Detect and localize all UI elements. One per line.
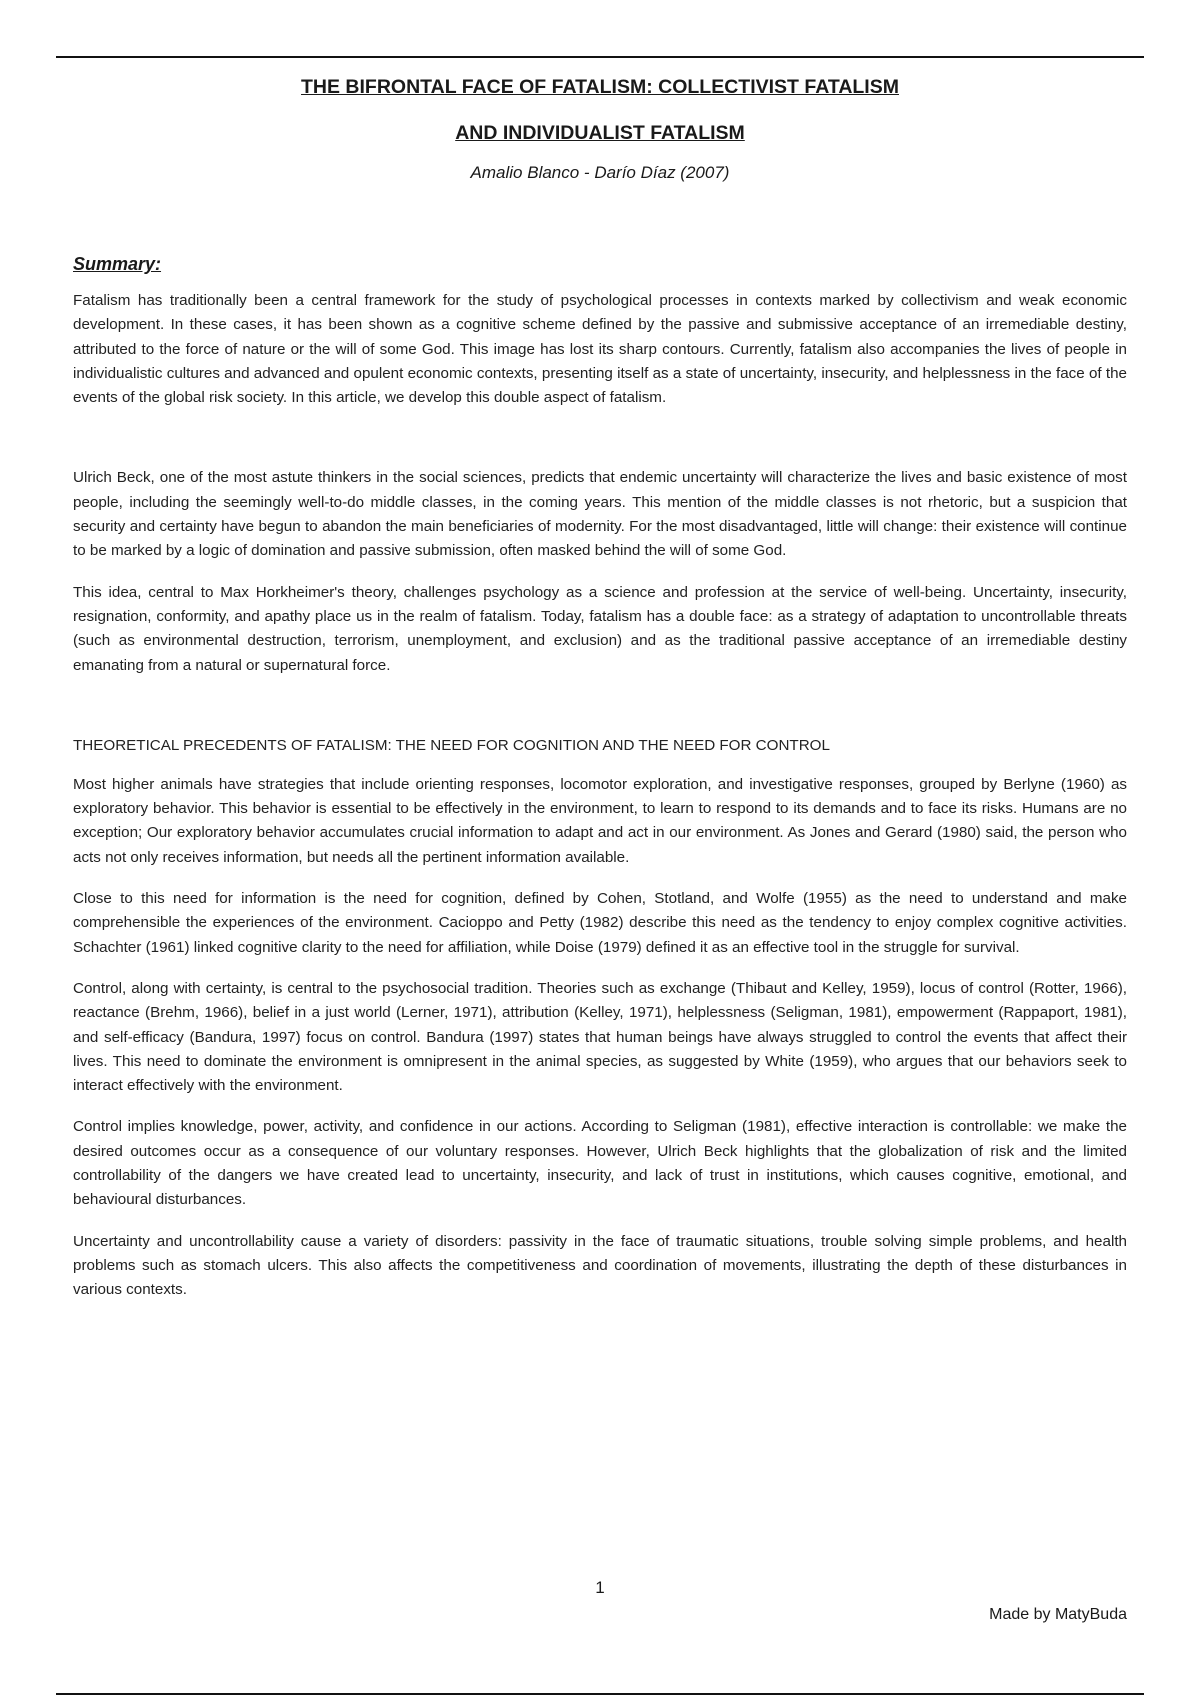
document-title-line2: AND INDIVIDUALIST FATALISM: [455, 122, 745, 144]
document-authors: Amalio Blanco - Darío Díaz (2007): [470, 163, 730, 182]
document-title-line1: THE BIFRONTAL FACE OF FATALISM: COLLECTIVIST FATALISM: [301, 76, 899, 98]
body-paragraph: Uncertainty and uncontrollability cause a variety of disorders: passivity in the face of traumatic situations, trouble solving simple problems, and health problems such as stomach ulcers. This also affects the competitiveness and coordination of movements, illustrating the depth of these disturbances in various contexts.: [73, 1232, 1127, 1299]
section-heading: THEORETICAL PRECEDENTS OF FATALISM: THE NEED FOR COGNITION AND THE NEED FOR CONTROL: [73, 736, 830, 754]
top-rule: [56, 56, 1144, 58]
document-body: [73, 74, 1127, 1303]
summary-heading: Summary:: [73, 254, 162, 274]
summary-paragraph: Fatalism has traditionally been a central framework for the study of psychological processes in contexts marked by collectivism and weak economic development. In these cases, it has been shown as a cognitive scheme defined by the passive and submissive acceptance of an irremediable destiny, attributed to the force of nature or the will of some God. This image has lost its sharp contours. Currently, fatalism also accompanies the lives of people in individualistic cultures and advanced and opulent economic contexts, presenting itself as a state of uncertainty, insecurity, and helplessness in the face of the events of the global risk society. In this article, we develop this double aspect of fatalism.: [73, 292, 1127, 407]
body-paragraph: Control implies knowledge, power, activity, and confidence in our actions. According to Seligman (1981), effective interaction is controllable: we make the desired outcomes occur as a consequence of our voluntary responses. However, Ulrich Beck highlights that the globalization of risk and the limited controllability of the dangers we have created lead to uncertainty, insecurity, and lack of trust in institutions, which causes cognitive, emotional, and behavioural disturbances.: [73, 1118, 1127, 1209]
body-paragraph: Close to this need for information is the need for cognition, defined by Cohen, Stotland, and Wolfe (1955) as the need to understand and make comprehensible the experiences of the environment. Cacioppo and Petty (1982) describe this need as the tendency to enjoy complex cognitive activities. Schachter (1961) linked cognitive clarity to the need for affiliation, while Doise (1979) defined it as an effective tool in the struggle for survival.: [73, 890, 1127, 956]
footer-credit: Made by MatyBuda: [989, 1606, 1127, 1623]
bottom-rule: [56, 1693, 1144, 1695]
body-paragraph: Control, along with certainty, is central to the psychosocial tradition. Theories such as exchange (Thibaut and Kelley, 1959), locus of control (Rotter, 1966), reactance (Brehm, 1966), belief in a just world (Lerner, 1971), attribution (Kelley, 1971), helplessness (Seligman, 1981), empowerment (Rappaport, 1981), and self-efficacy (Bandura, 1997) focus on control. Bandura (1997) states that human beings have always struggled to control the events that affect their lives. This need to dominate the environment is omnipresent in the animal species, as suggested by White (1959), who argues that our behaviors seek to interact effectively with the environment.: [73, 979, 1127, 1095]
intro-paragraph: This idea, central to Max Horkheimer's theory, challenges psychology as a science and profession at the service of well-being. Uncertainty, insecurity, resignation, conformity, and apathy place us in the realm of fatalism. Today, fatalism has a double face: as a strategy of adaptation to uncontrollable threats (such as environmental destruction, terrorism, unemployment, and exclusion) and as the traditional passive acceptance of an irremediable destiny emanating from a natural or supernatural force.: [73, 583, 1127, 674]
intro-paragraph: Ulrich Beck, one of the most astute thinkers in the social sciences, predicts that endemic uncertainty will characterize the lives and basic existence of most people, including the seemingly well-to-do middle classes, in the coming years. This mention of the middle classes is not rhetoric, but a suspicion that security and certainty have begun to abandon the main beneficiaries of modernity. For the most disadvantaged, little will change: their existence will continue to be marked by a logic of domination and passive submission, often masked behind the will of some God.: [73, 469, 1127, 560]
page-number: 1: [595, 1578, 605, 1597]
body-paragraph: Most higher animals have strategies that include orienting responses, locomotor exploration, and investigative responses, grouped by Berlyne (1960) as exploratory behavior. This behavior is essential to be effectively in the environment, to learn to respond to its demands and to face its risks. Humans are no exception; Our exploratory behavior accumulates crucial information to adapt and act in our environment. As Jones and Gerard (1980) said, the person who acts not only receives information, but needs all the pertinent information available.: [73, 775, 1127, 866]
